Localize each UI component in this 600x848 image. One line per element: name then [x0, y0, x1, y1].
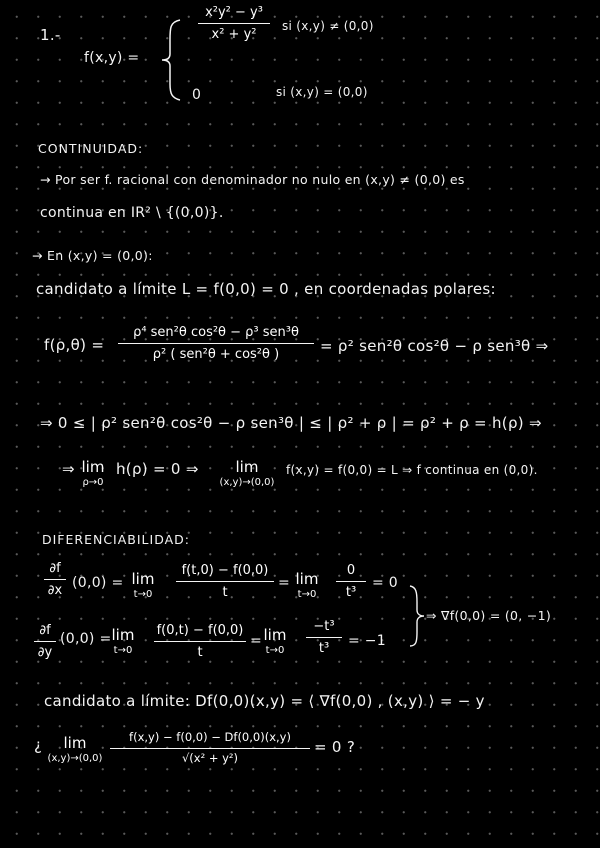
case1-fraction	[198, 6, 270, 41]
dfdx-lhs-denominator: ∂x	[47, 583, 63, 599]
dfdx-limit2	[290, 572, 324, 600]
case2-condition: si (x,y) = (0,0)	[276, 85, 368, 99]
dfdx-limit-word: lim	[131, 570, 155, 588]
dfdx-quotient-bar	[176, 581, 274, 582]
case1-denominator: x² + y²	[211, 27, 257, 43]
question-limit	[40, 736, 110, 764]
dfdx-equals: =	[278, 575, 291, 591]
differentiability-heading: DIFERENCIABILIDAD:	[42, 532, 191, 547]
case2-value: 0	[192, 87, 202, 103]
case1-numerator: x²y² − y³	[205, 5, 263, 20]
dfdy-lhs-numerator: ∂f	[39, 623, 51, 638]
dfdy-equals: =	[250, 633, 263, 649]
dfdx-quotient-numerator: f(t,0) − f(0,0)	[181, 563, 269, 578]
question-denominator: √(x² + y²)	[181, 750, 239, 765]
dfdx-quotient2-bar	[336, 581, 366, 582]
question-open: ¿	[34, 736, 43, 754]
limit-h-expression: h(ρ) = 0 ⇒	[116, 460, 199, 478]
piecewise-brace	[160, 18, 182, 102]
gradient-result: ⇒ ∇f(0,0) = (0, −1)	[426, 608, 552, 623]
limit-h-word: lim	[81, 458, 105, 476]
question-limit-word: lim	[63, 734, 87, 752]
dfdy-lhs-bar	[34, 641, 56, 642]
question-close: = 0 ?	[314, 738, 356, 756]
dfdx-limit	[126, 572, 160, 600]
limit-f	[214, 460, 280, 488]
continuity-heading: CONTINUIDAD:	[38, 141, 144, 156]
limit-h-subscript: ρ→0	[82, 477, 104, 488]
question-limit-subscript: (x,y)→(0,0)	[47, 753, 103, 764]
case1-condition: si (x,y) ≠ (0,0)	[282, 19, 374, 33]
limit-f-subscript: (x,y)→(0,0)	[219, 477, 275, 488]
dfdy-limit-subscript: t→0	[113, 645, 133, 656]
differential-candidate: candidato a límite: Df(0,0)(x,y) = ⟨ ∇f(0,0) , (x,y) ⟩ = − y	[44, 692, 485, 710]
partials-brace	[408, 584, 426, 648]
function-name: f(x,y) =	[84, 50, 140, 66]
dfdx-lhs-bar	[44, 579, 66, 580]
dfdy-limit2	[258, 628, 292, 656]
dfdy-lhs-denominator: ∂y	[37, 645, 53, 661]
dfdy-limit2-word: lim	[263, 626, 287, 644]
dfdx-lhs	[44, 562, 66, 597]
dfdx-quotient-denominator: t	[222, 585, 228, 601]
dfdx-quotient	[176, 564, 274, 599]
inequality-line: ⇒ 0 ≤ | ρ² sen²θ cos²θ − ρ sen³θ | ≤ | ρ² + ρ | = ρ² + ρ = h(ρ) ⇒	[40, 414, 542, 432]
limit-f-word: lim	[235, 458, 259, 476]
polar-numerator: ρ⁴ sen²θ cos²θ − ρ³ sen³θ	[133, 325, 299, 340]
polar-denominator: ρ² ( sen²θ + cos²θ )	[152, 347, 280, 363]
dfdx-limit2-word: lim	[295, 570, 319, 588]
dfdx-lhs-numerator: ∂f	[49, 561, 61, 576]
dfdy-at: (0,0) =	[60, 631, 112, 647]
dfdy-quotient2-bar	[306, 637, 342, 638]
dfdx-result: = 0	[372, 575, 398, 591]
dfdy-quotient-bar	[154, 641, 246, 642]
dfdy-result: = −1	[348, 633, 387, 649]
limit-f-expression: f(x,y) = f(0,0) = L ⇒ f continua en (0,0).	[286, 463, 538, 477]
dfdy-quotient-numerator: f(0,t) − f(0,0)	[156, 623, 244, 638]
limit-h	[76, 460, 110, 488]
dfdx-quotient2-numerator: 0	[346, 563, 356, 578]
continuity-line2: continua en IR² \ {(0,0)}.	[40, 205, 224, 221]
dfdy-lhs	[34, 624, 56, 659]
question-numerator: f(x,y) − f(0,0) − Df(0,0)(x,y)	[129, 730, 291, 744]
polar-lhs: f(ρ,θ) =	[44, 336, 105, 354]
dfdx-quotient2-denominator: t³	[345, 585, 357, 601]
dfdx-limit-subscript: t→0	[133, 589, 153, 600]
dfdx-limit2-subscript: t→0	[297, 589, 317, 600]
problem-number: 1.-	[40, 26, 61, 44]
dfdy-quotient	[154, 624, 246, 659]
polar-fraction-bar	[118, 343, 314, 344]
question-fraction	[110, 732, 310, 764]
dfdy-limit2-subscript: t→0	[265, 645, 285, 656]
case1-fraction-bar	[198, 23, 270, 24]
continuity-line3: → En (x,y) = (0,0):	[32, 248, 153, 263]
dfdx-at: (0,0) =	[72, 575, 124, 591]
dfdy-quotient2	[306, 620, 342, 655]
limit-implies-arrow: ⇒	[62, 460, 75, 478]
dfdy-quotient-denominator: t	[197, 645, 203, 661]
dfdy-quotient2-numerator: −t³	[313, 619, 335, 634]
dfdy-quotient2-denominator: t³	[318, 641, 330, 657]
dfdy-limit-word: lim	[111, 626, 135, 644]
continuity-line4: candidato a límite L = f(0,0) = 0 , en coordenadas polares:	[36, 280, 496, 298]
dfdx-quotient2	[336, 564, 366, 599]
polar-fraction	[118, 326, 314, 361]
dfdy-limit	[106, 628, 140, 656]
question-fraction-bar	[110, 748, 310, 749]
continuity-line1: → Por ser f. racional con denominador no nulo en (x,y) ≠ (0,0) es	[40, 172, 465, 187]
polar-rhs: = ρ² sen²θ cos²θ − ρ sen³θ ⇒	[320, 337, 549, 355]
